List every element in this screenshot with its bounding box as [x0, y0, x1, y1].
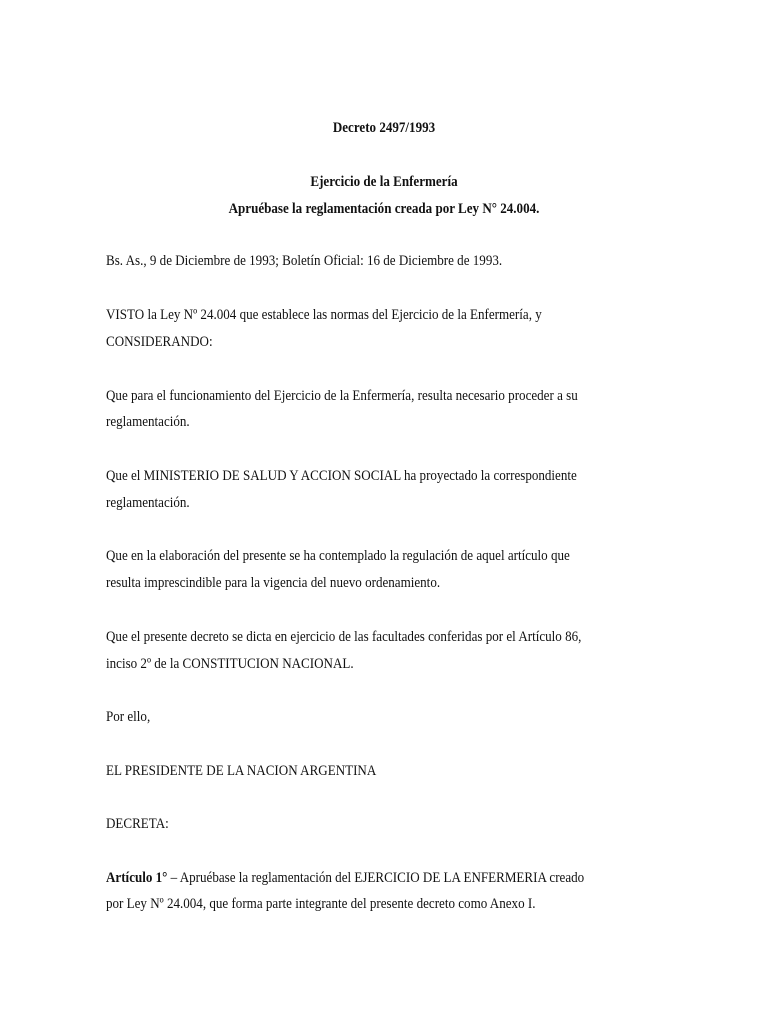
document-summary: Apruébase la reglamentación creada por Ley N° 24.004. [228, 201, 540, 217]
considerando-3-line-2: resulta imprescindible para la vigencia del nuevo ordenamiento. [106, 575, 441, 591]
considerando-2-line-2: reglamentación. [106, 495, 190, 511]
document-subtitle: Ejercicio de la Enfermería [310, 174, 458, 190]
por-ello-paragraph: Por ello, [106, 709, 151, 725]
document-title: Decreto 2497/1993 [332, 120, 436, 136]
visto-paragraph-line-2: CONSIDERANDO: [106, 334, 213, 350]
articulo-1-line-1 [106, 869, 584, 887]
considerando-1-line-2: reglamentación. [106, 414, 190, 430]
place-date-paragraph: Bs. As., 9 de Diciembre de 1993; Boletín Oficial: 16 de Diciembre de 1993. [106, 253, 503, 269]
considerando-1-line-1: Que para el funcionamiento del Ejercicio de la Enfermería, resulta necesario proceder a su [106, 388, 578, 404]
articulo-1-text: – Apruébase la reglamentación del EJERCICIO DE LA ENFERMERIA creado [167, 870, 585, 886]
considerando-4-line-2: inciso 2º de la CONSTITUCION NACIONAL. [106, 656, 354, 672]
articulo-1-line-2: por Ley Nº 24.004, que forma parte integrante del presente decreto como Anexo I. [106, 896, 536, 912]
visto-paragraph-line-1: VISTO la Ley Nº 24.004 que establece las normas del Ejercicio de la Enfermería, y [106, 307, 542, 323]
considerando-4-line-1: Que el presente decreto se dicta en ejercicio de las facultades conferidas por el Artículo 86, [106, 629, 582, 645]
articulo-1-label: Artículo 1° [106, 870, 168, 886]
decreta-heading: DECRETA: [106, 816, 169, 832]
considerando-2-line-1: Que el MINISTERIO DE SALUD Y ACCION SOCIAL ha proyectado la correspondiente [106, 468, 577, 484]
presidente-heading: EL PRESIDENTE DE LA NACION ARGENTINA [106, 763, 377, 779]
considerando-3-line-1: Que en la elaboración del presente se ha contemplado la regulación de aquel artículo que [106, 548, 570, 564]
